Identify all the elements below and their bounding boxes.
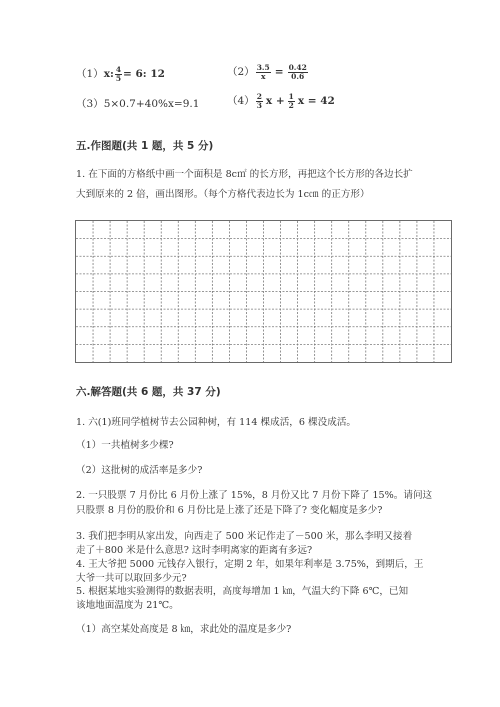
- equation-1: [76, 66, 165, 82]
- section-5-title: 五.作图题(共 1 题，共 5 分): [76, 140, 214, 152]
- section-6-q1-sub1: （1）一共植树多少棵?: [76, 440, 174, 451]
- equation-3-text: 5×0.7+40%x=9.1: [103, 98, 200, 110]
- section-5-q1-line1: 1. 在下面的方格纸中画一个面积是 8c㎡ 的长方形，再把这个长方形的各边长扩: [76, 169, 413, 180]
- section-6-q1-sub2: （2）这批树的成活率是多少?: [76, 465, 203, 476]
- section-6-q1: 1. 六(1)班同学植树节去公园种树，有 114 棵成活，6 棵没成活。: [76, 417, 357, 428]
- section-6-q2-line2: 只股票 8 月份的股价和 6 月份比是上涨了还是下降了? 变化幅度是多少?: [76, 505, 383, 516]
- fraction-4-5: $\frac{4}{5}$: [115, 65, 122, 83]
- equation-2: [227, 64, 309, 80]
- section-5-q1-line2: 大到原来的 2 倍，画出图形。（每个方格代表边长为 1c㎝ 的正方形）: [76, 189, 370, 200]
- section-6-q3-line2: 走了＋800 米是什么意思? 这时李明离家的距离有多远?: [76, 545, 313, 556]
- section-6-q4-line2: 大爷一共可以取回多少元?: [76, 573, 187, 584]
- section-6-q2-line1: 2. 一只股票 7 月份比 6 月份上涨了 15%，8 月份又比 7 月份下降了 15%。请问这: [76, 490, 433, 501]
- equation-1-rest: = 6: 12: [123, 68, 165, 80]
- equation-4-mid: x +: [265, 95, 285, 107]
- equation-1-label: （1）: [76, 68, 104, 80]
- fraction-3.5-x: $\frac{3.5}{x}$: [256, 63, 270, 81]
- fraction-2-3: $\frac{2}{3}$: [256, 92, 262, 110]
- fraction-1-2: $\frac{1}{2}$: [288, 92, 294, 110]
- grid-paper[interactable]: [75, 220, 452, 363]
- equation-1-var: x:: [103, 68, 114, 80]
- equation-2-equals: =: [274, 66, 284, 78]
- section-6-title: 六.解答题(共 6 题，共 37 分): [76, 386, 221, 398]
- section-6-q5-line2: 该地地面温度为 21℃。: [76, 600, 179, 611]
- equation-4-label: （4）: [227, 95, 255, 107]
- section-6-q3-line1: 3. 我们把李明从家出发，向西走了 500 米记作走了－500 米，那么李明又接着: [76, 531, 413, 542]
- fraction-0.42-0.6: $\frac{0.42}{0.6}$: [288, 63, 307, 81]
- section-6-q5-line1: 5. 根据某地实验测得的数据表明，高度每增加 1 ㎞，气温大约下降 6℃，已知: [76, 586, 409, 597]
- equation-3-label: （3）: [76, 98, 104, 110]
- grid-lines: [76, 221, 451, 362]
- equation-4: [227, 93, 335, 109]
- equation-2-label: （2）: [227, 66, 255, 78]
- section-6-q4-line1: 4. 王大爷把 5000 元钱存入银行，定期 2 年，如果年利率是 3.75%，到期后，王: [76, 559, 424, 570]
- section-6-q5-sub1: （1）高空某处高度是 8 ㎞，求此处的温度是多少?: [76, 624, 292, 635]
- equation-3: [76, 96, 199, 111]
- equation-4-rest: x = 42: [297, 95, 335, 107]
